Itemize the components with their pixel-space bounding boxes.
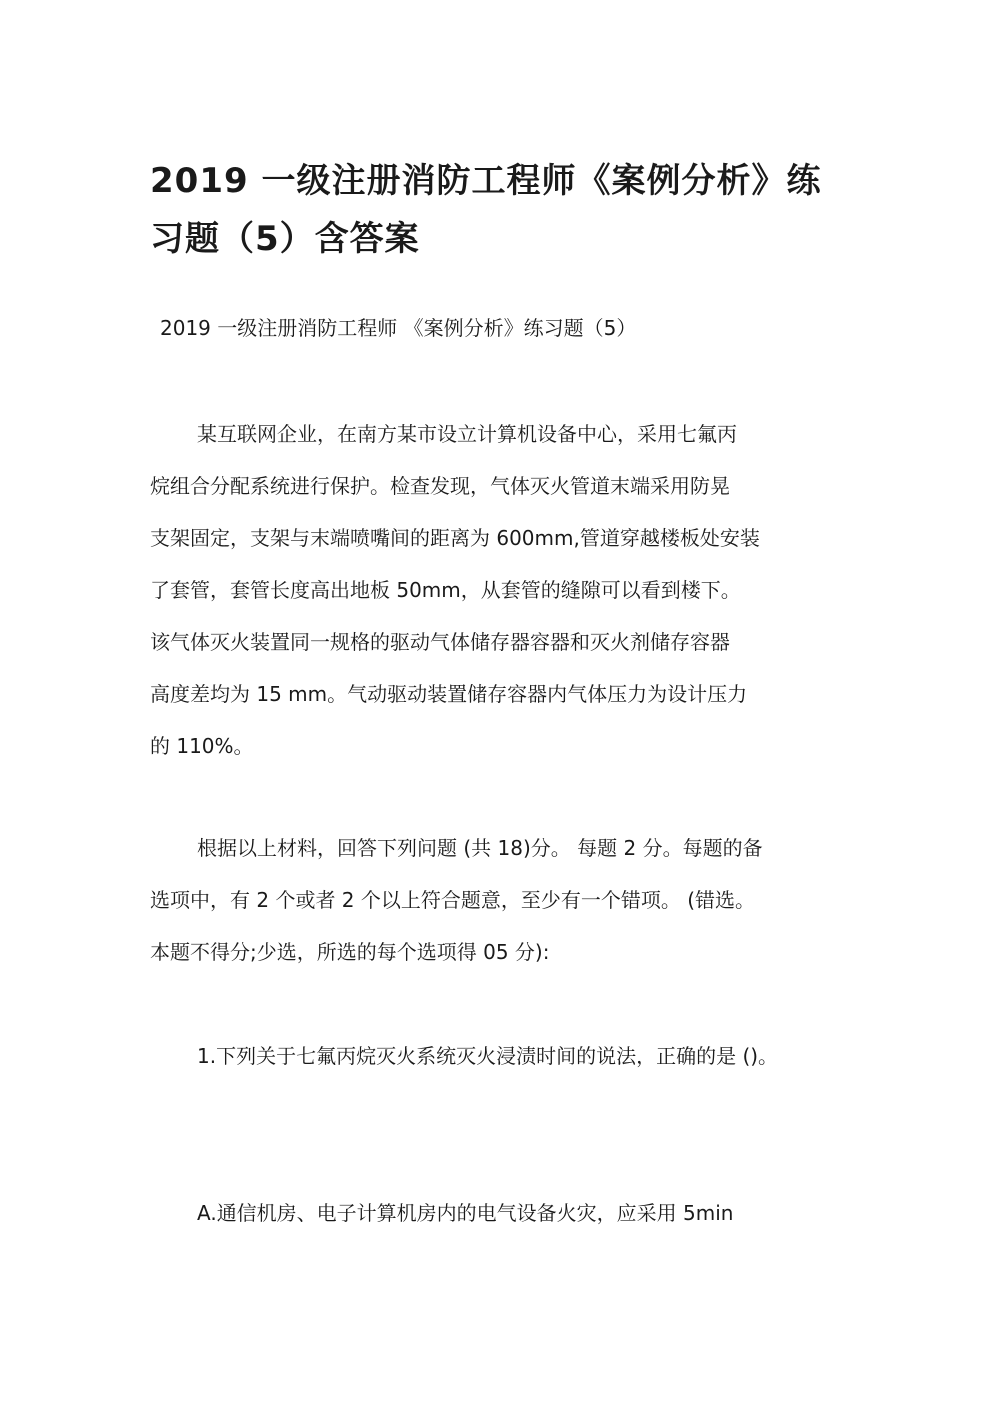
instructions-paragraph <box>150 822 850 978</box>
paragraph-line: 选项中，有 2 个或者 2 个以上符合题意，至少有一个错项。 (错选。 <box>150 888 756 912</box>
paragraph-line: 了套管，套管长度高出地板 50mm，从套管的缝隙可以看到楼下。 <box>150 578 741 602</box>
paragraph-line: 高度差均为 15 mm。气动驱动装置储存容器内气体压力为设计压力 <box>150 682 748 706</box>
paragraph-line: 本题不得分;少选，所选的每个选项得 05 分): <box>150 940 550 964</box>
question-1-text: 1.下列关于七氟丙烷灭火系统灭火浸渍时间的说法，正确的是 ()。 <box>197 1044 779 1068</box>
document-subtitle: 2019 一级注册消防工程师 《案例分析》练习题（5） <box>160 316 637 340</box>
paragraph-line: 根据以上材料，回答下列问题 (共 18)分。 每题 2 分。每题的备 <box>197 836 763 860</box>
title-line-1: 2019 一级注册消防工程师《案例分析》练 <box>150 161 822 201</box>
document-title <box>150 152 850 268</box>
option-a-text: A.通信机房、电子计算机房内的电气设备火灾，应采用 5min <box>197 1201 734 1225</box>
paragraph-line: 该气体灭火装置同一规格的驱动气体储存器容器和灭火剂储存容器 <box>150 630 730 654</box>
case-material-paragraph <box>150 408 850 772</box>
title-line-2: 习题（5）含答案 <box>150 219 420 259</box>
paragraph-line: 烷组合分配系统进行保护。检查发现，气体灭火管道末端采用防晃 <box>150 474 730 498</box>
paragraph-line: 的 110%。 <box>150 734 254 758</box>
paragraph-line: 某互联网企业，在南方某市设立计算机设备中心，采用七氟丙 <box>197 422 737 446</box>
paragraph-line: 支架固定，支架与末端喷嘴间的距离为 600mm,管道穿越楼板处安装 <box>150 526 760 550</box>
